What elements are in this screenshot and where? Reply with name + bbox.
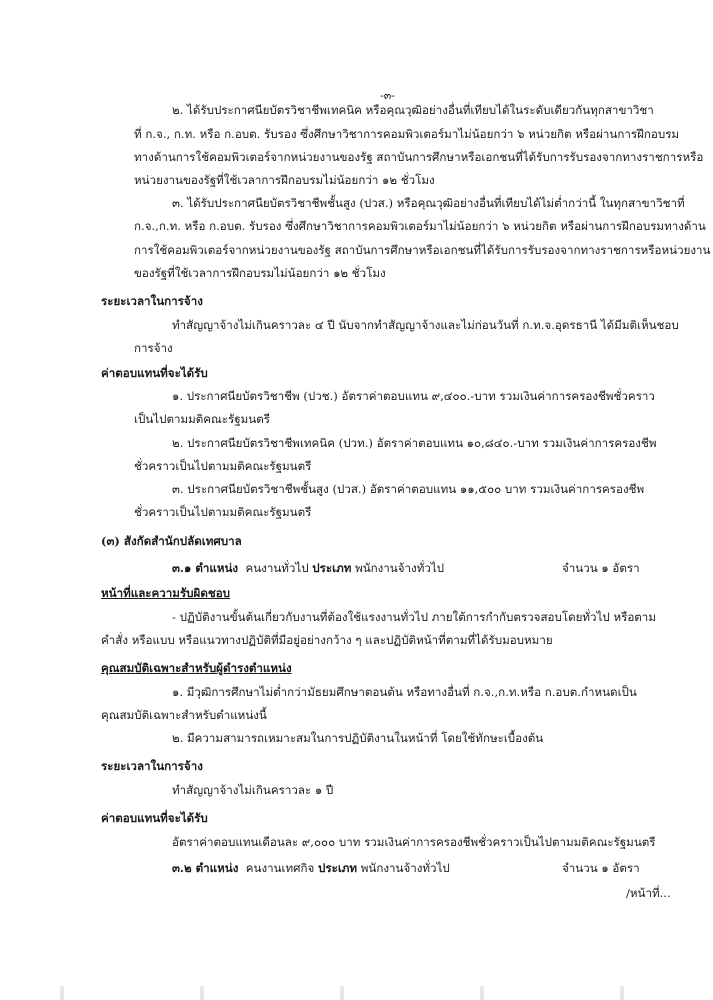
- position-number-label: ๓.๒ ตำแหน่ง: [172, 861, 239, 875]
- text-line: ๓. ได้รับประกาศนียบัตรวิชาชีพชั้นสูง (ปวส.) หรือคุณวุฒิอย่างอื่นที่เทียบได้ไม่ต่ำกว่านี้ ในทุกสาขาวิชาที่: [172, 196, 685, 210]
- section-heading: คุณสมบัติเฉพาะสำหรับผู้ดำรงตำแหน่ง: [101, 661, 292, 675]
- scan-edge-artifact: [0, 986, 713, 1000]
- text-line: การจ้าง: [134, 341, 173, 355]
- section-heading: ค่าตอบแทนที่จะได้รับ: [101, 366, 208, 380]
- text-line: เป็นไปตามมติคณะรัฐมนตรี: [134, 412, 270, 426]
- text-line: ของรัฐที่ใช้เวลาการฝึกอบรมไม่น้อยกว่า ๑๒ ชั่วโมง: [134, 266, 386, 280]
- text-line: ๑. มีวุฒิการศึกษาไม่ต่ำกว่ามัธยมศึกษาตอนต้น หรือทางอื่นที่ ก.จ.,ก.ท.หรือ ก.อบต.กำหนดเป็น: [172, 685, 637, 699]
- text-line: ทำสัญญาจ้างไม่เกินคราวละ ๑ ปี: [172, 783, 334, 797]
- text-line: ที่ ก.จ., ก.ท. หรือ ก.อบต. รับรอง ซึ่งศึกษาวิชาการคอมพิวเตอร์มาไม่น้อยกว่า ๖ หน่วยกิต หรือผ่านการฝึกอบรม: [134, 127, 680, 141]
- page-number: -๓-: [380, 89, 395, 102]
- text-line: ก.จ.,ก.ท. หรือ ก.อบต. รับรอง ซึ่งศึกษาวิชาการคอมพิวเตอร์มาไม่น้อยกว่า ๖ หน่วยกิต หรือผ่านการฝึกอบรมทางด้าน: [134, 219, 706, 233]
- text-line: ชั่วคราวเป็นไปตามมติคณะรัฐมนตรี: [134, 459, 312, 473]
- position-count: จำนวน ๑ อัตรา: [562, 861, 640, 875]
- section-heading: ระยะเวลาในการจ้าง: [101, 294, 203, 308]
- text-line: ทำสัญญาจ้างไม่เกินคราวละ ๔ ปี นับจากทำสัญญาจ้างและไม่ก่อนวันที่ ก.ท.จ.อุดรธานี ได้มีมติเห็นชอบ: [172, 318, 679, 332]
- section-heading: ค่าตอบแทนที่จะได้รับ: [101, 811, 208, 825]
- position-type: พนักงานจ้างทั่วไป: [355, 561, 445, 575]
- position-type: พนักงานจ้างทั่วไป: [360, 861, 450, 875]
- text-line: ชั่วคราวเป็นไปตามมติคณะรัฐมนตรี: [134, 505, 312, 519]
- text-line: หน่วยงานของรัฐที่ใช้เวลาการฝึกอบรมไม่น้อยกว่า ๑๒ ชั่วโมง: [134, 173, 435, 187]
- text-line: ๒. ได้รับประกาศนียบัตรวิชาชีพเทคนิค หรือคุณวุฒิอย่างอื่นที่เทียบได้ในระดับเดียวกันทุกสาขาวิชา: [172, 103, 654, 117]
- position-row: [172, 560, 444, 576]
- section-heading: (๓) สังกัดสำนักปลัดเทศบาล: [101, 534, 242, 548]
- text-line: ๑. ประกาศนียบัตรวิชาชีพ (ปวช.) อัตราค่าตอบแทน ๙,๔๐๐.-บาท รวมเงินค่าการครองชีพชั่วคราว: [172, 389, 655, 403]
- position-name: คนงานทั่วไป: [245, 561, 309, 575]
- text-line: การใช้คอมพิวเตอร์จากหน่วยงานของรัฐ สถาบันการศึกษาหรือเอกชนที่ได้รับการรับรองจากทางราชการหรือหน่วยงาน: [134, 243, 711, 257]
- position-count: จำนวน ๑ อัตรา: [562, 561, 640, 575]
- position-type-label: ประเภท: [318, 861, 358, 875]
- position-type-label: ประเภท: [312, 561, 352, 575]
- text-line: ๒. ประกาศนียบัตรวิชาชีพเทคนิค (ปวท.) อัตราค่าตอบแทน ๑๐,๘๔๐.-บาท รวมเงินค่าการครองชีพ: [172, 436, 657, 450]
- position-name: คนงานเทศกิจ: [245, 861, 315, 875]
- text-line: ๓. ประกาศนียบัตรวิชาชีพชั้นสูง (ปวส.) อัตราค่าตอบแทน ๑๑,๕๐๐ บาท รวมเงินค่าการครองชีพ: [172, 482, 645, 496]
- text-line: อัตราค่าตอบแทนเดือนละ ๙,๐๐๐ บาท รวมเงินค่าการครองชีพชั่วคราวเป็นไปตามมติคณะรัฐมนตรี: [172, 835, 656, 849]
- text-line: ๒. มีความสามารถเหมาะสมในการปฏิบัติงานในหน้าที่ โดยใช้ทักษะเบื้องต้น: [172, 731, 544, 745]
- section-heading: หน้าที่และความรับผิดชอบ: [101, 586, 231, 600]
- text-line: คุณสมบัติเฉพาะสำหรับตำแหน่งนี้: [101, 708, 267, 722]
- continuation-marker: /หน้าที่...: [626, 886, 671, 900]
- section-heading: ระยะเวลาในการจ้าง: [101, 759, 203, 773]
- text-line: ทางด้านการใช้คอมพิวเตอร์จากหน่วยงานของรัฐ สถาบันการศึกษาหรือเอกชนที่ได้รับการรับรองจากทางราชการหรือ: [134, 150, 704, 164]
- text-line: คำสั่ง หรือแบบ หรือแนวทางปฏิบัติที่มีอยู่อย่างกว้าง ๆ และปฏิบัติหน้าที่ตามที่ได้รับมอบหมาย: [101, 633, 553, 647]
- position-row: [172, 860, 450, 876]
- position-number-label: ๓.๑ ตำแหน่ง: [172, 561, 239, 575]
- text-line: - ปฏิบัติงานขั้นต้นเกี่ยวกับงานที่ต้องใช้แรงงานทั่วไป ภายใต้การกำกับตรวจสอบโดยทั่วไป หรือตาม: [172, 610, 656, 624]
